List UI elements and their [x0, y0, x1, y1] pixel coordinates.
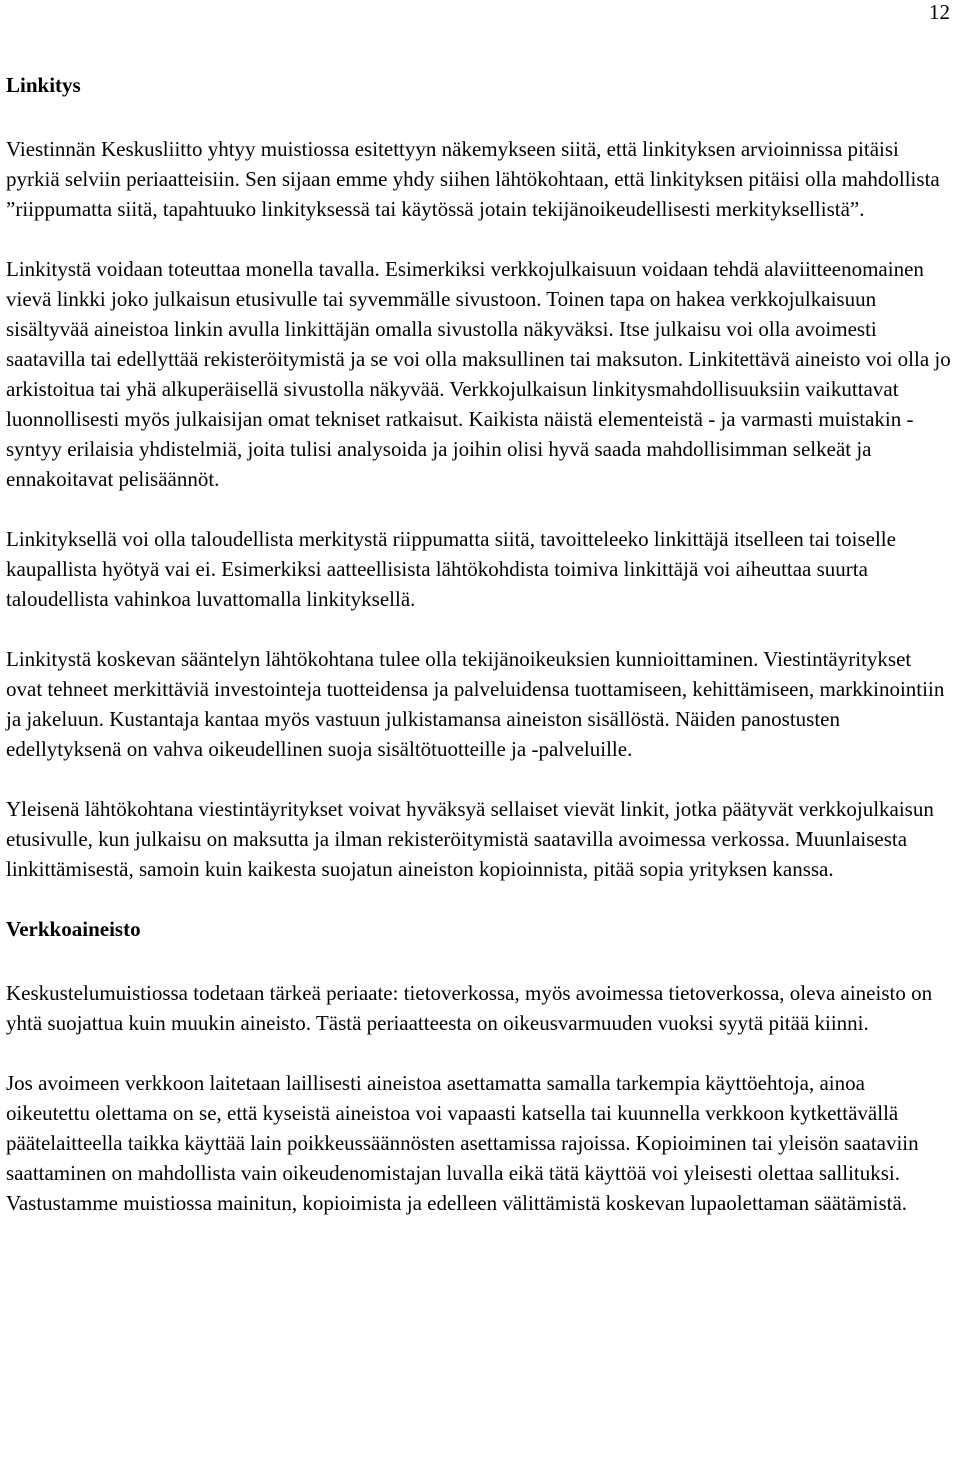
paragraph: Linkitystä koskevan sääntelyn lähtökohtana tulee olla tekijänoikeuksien kunnioittaminen. Viestintäyritykset ovat tehneet merkittäviä investointeja tuotteidensa ja palveluidensa tuottamiseen, kehittämiseen, markkinointiin ja jakeluun. Kustantaja kantaa myös vastuun julkistamansa aineiston sisällöstä. Näiden panostusten edellytyksenä on vahva oikeudellinen suoja sisältötuotteille ja -palveluille.: [6, 647, 945, 761]
paragraph: Linkitystä voidaan toteuttaa monella tavalla. Esimerkiksi verkkojulkaisuun voidaan tehdä alaviitteenomainen vievä linkki joko julkaisun etusivulle tai syvemmälle sivustoon. Toinen tapa on hakea verkkojulkaisuun sisältyvää aineistoa linkin avulla linkittäjän omalla sivustolla näkyväksi. Itse julkaisu voi olla avoimesti saatavilla tai edellyttää rekisteröitymistä ja se voi olla maksullinen tai maksuton. Linkitettävä aineisto voi olla jo arkistoitua tai yhä alkuperäisellä sivustolla näkyvää. Verkkojulkaisun linkitysmahdollisuuksiin vaikuttavat luonnollisesti myös julkaisijan omat tekniset ratkaisut. Kaikista näistä elementeistä - ja varmasti muistakin - syntyy erilaisia yhdistelmiä, joita tulisi analysoida ja joihin olisi hyvä saada mahdollisimman selkeät ja ennakoitavat pelisäännöt.: [6, 257, 951, 491]
paragraph: Jos avoimeen verkkoon laitetaan laillisesti aineistoa asettamatta samalla tarkempia käyttöehtoja, ainoa oikeutettu olettama on se, että kyseistä aineistoa voi vapaasti katsella tai kuunnella verkkoon kytkettävällä päätelaitteella taikka käyttää lain poikkeussäännösten asettamissa rajoissa. Kopioiminen tai yleisön saataviin saattaminen on mahdollista vain oikeudenomistajan luvalla eikä tätä käyttöä voi yleisesti olettaa sallituksi. Vastustamme muistiossa mainitun, kopioimista ja edelleen välittämistä koskevan lupaolettaman säätämistä.: [6, 1071, 919, 1215]
page-number: 12: [929, 0, 950, 24]
paragraph: Keskustelumuistiossa todetaan tärkeä periaate: tietoverkossa, myös avoimessa tietoverkossa, oleva aineisto on yhtä suojattua kuin muukin aineisto. Tästä periaatteesta on oikeusvarmuuden vuoksi syytä pitää kiinni.: [6, 981, 933, 1035]
section-heading-linkitys: Linkitys: [6, 73, 81, 97]
section-heading-verkkoaineisto: Verkkoaineisto: [6, 917, 141, 941]
paragraph: Viestinnän Keskusliitto yhtyy muistiossa esitettyyn näkemykseen siitä, että linkityksen arvioinnissa pitäisi pyrkiä selviin periaatteisiin. Sen sijaan emme yhdy siihen lähtökohtaan, että linkityksen pitäisi olla mahdollista ”riippumatta siitä, tapahtuuko linkityksessä tai käytössä jotain tekijänoikeudellisesti merkityksellistä”.: [6, 137, 940, 221]
document-body: [6, 70, 952, 1218]
paragraph: Yleisenä lähtökohtana viestintäyritykset voivat hyväksyä sellaiset vievät linkit, jotka päätyvät verkkojulkaisun etusivulle, kun julkaisu on maksutta ja ilman rekisteröitymistä saatavilla avoimessa verkossa. Muunlaisesta linkittämisestä, samoin kuin kaikesta suojatun aineiston kopioinnista, pitää sopia yrityksen kanssa.: [6, 797, 934, 881]
paragraph: Linkityksellä voi olla taloudellista merkitystä riippumatta siitä, tavoitteleeko linkittäjä itselleen tai toiselle kaupallista hyötyä vai ei. Esimerkiksi aatteellisista lähtökohdista toimiva linkittäjä voi aiheuttaa suurta taloudellista vahinkoa luvattomalla linkityksellä.: [6, 527, 896, 611]
